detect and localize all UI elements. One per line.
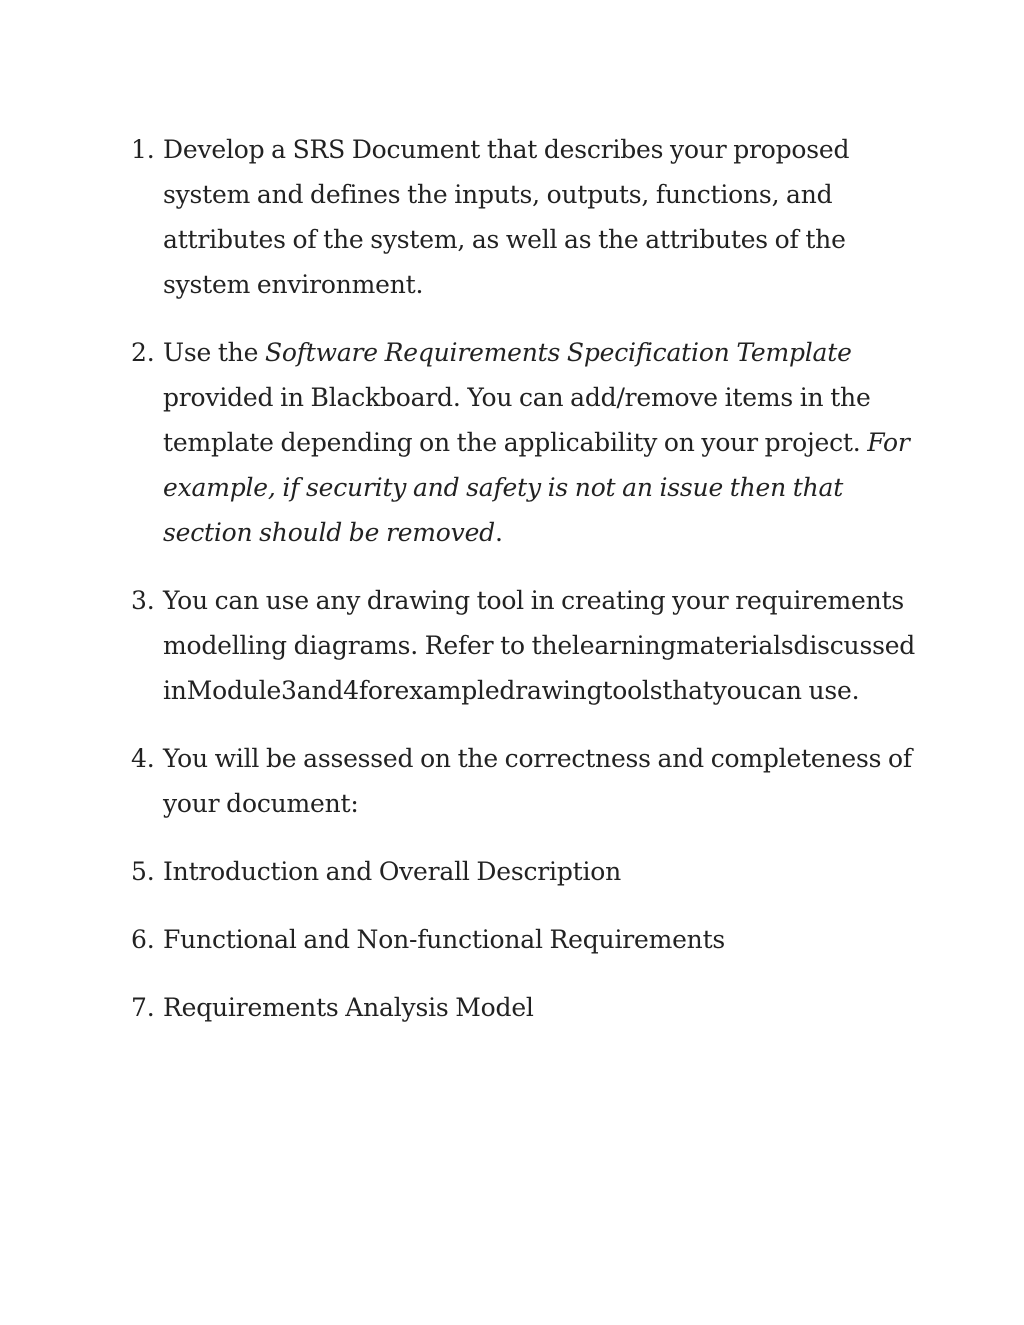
template-name-italic: Software Requirements Specification Template: [264, 338, 852, 367]
list-item-text: Introduction and Overall Description: [163, 857, 622, 886]
list-item-text: provided in Blackboard. You can add/remove items in the template depending on the applicability on your project.: [163, 383, 871, 457]
list-item-text: Develop a SRS Document that describes your proposed system and defines the inputs, outputs, functions, and attributes of the system, as well as the attributes of the system environment.: [163, 135, 850, 299]
list-item-number: 7.: [131, 993, 155, 1022]
list-item-number: 3.: [131, 586, 155, 615]
list-item: [131, 736, 921, 826]
list-item-number: 5.: [131, 857, 155, 886]
list-item-text: Functional and Non-functional Requirements: [163, 925, 726, 954]
list-item-number: 2.: [131, 338, 155, 367]
list-item-text: .: [494, 518, 503, 547]
list-item-text: Requirements Analysis Model: [163, 993, 534, 1022]
list-item-number: 1.: [131, 135, 155, 164]
list-item: [131, 578, 921, 713]
example-note-italic: For example, if security and safety is not an issue then that section should be removed: [163, 428, 910, 547]
list-item: [131, 917, 921, 962]
list-item-number: 4.: [131, 744, 155, 773]
list-item: [131, 330, 921, 555]
list-item-number: 6.: [131, 925, 155, 954]
unspaced-text-run: thelearningmaterialsdiscussedinModule3and4forexampledrawingtoolsthatyoucan: [163, 631, 916, 705]
list-item: [131, 985, 921, 1030]
list-item-text: Use the: [163, 338, 265, 367]
list-item-text: You will be assessed on the correctness and completeness of your document:: [163, 744, 912, 818]
list-item-text: use.: [801, 676, 860, 705]
list-item: [131, 849, 921, 894]
list-item: [131, 127, 921, 307]
list-item-text: You can use any drawing tool in creating your requirements modelling diagrams. Refer to: [163, 586, 904, 660]
requirements-list: [131, 127, 921, 1053]
